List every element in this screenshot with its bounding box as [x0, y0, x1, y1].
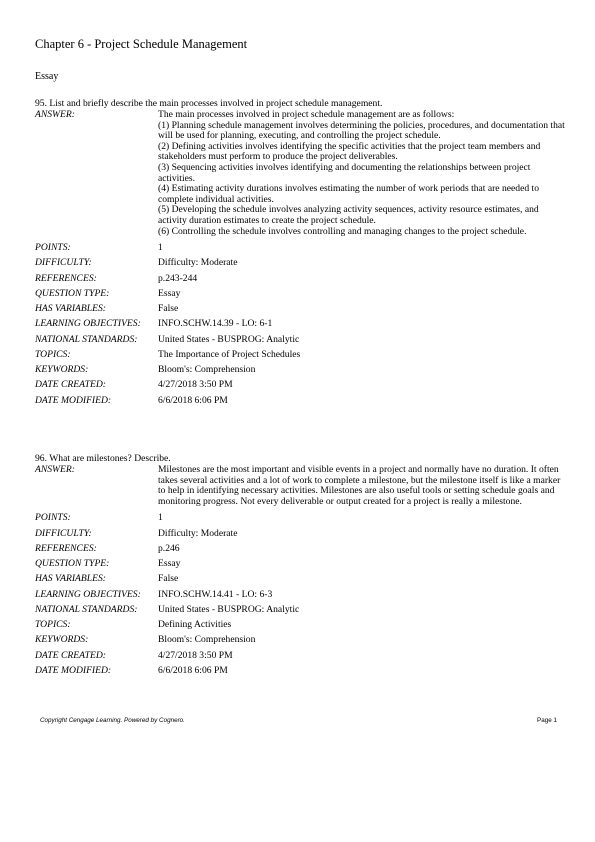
meta-row-learning-objectives — [35, 316, 565, 331]
meta-value: Bloom's: Comprehension — [158, 364, 256, 376]
meta-row-date-created — [35, 648, 565, 663]
meta-value: Difficulty: Moderate — [158, 527, 238, 539]
answer-paragraph: (2) Defining activities involves identifying the specific activities that the project team members and stakeholders must perform to produce the project deliverables. — [158, 140, 541, 163]
question-prompt: What are milestones? Describe. — [49, 453, 171, 464]
meta-value: INFO.SCHW.14.39 - LO: 6-1 — [158, 318, 273, 330]
meta-row-date-created — [35, 377, 565, 392]
meta-row-learning-objectives — [35, 587, 565, 602]
meta-row-points — [35, 240, 565, 255]
meta-value: 6/6/2018 6:06 PM — [158, 664, 228, 676]
meta-value: 6/6/2018 6:06 PM — [158, 394, 228, 406]
meta-label: REFERENCES: — [35, 272, 97, 284]
meta-value: 1 — [158, 512, 163, 524]
meta-row-points — [35, 510, 565, 525]
question-number: 95 . — [35, 98, 49, 109]
meta-row-difficulty — [35, 255, 565, 270]
meta-row-keywords — [35, 632, 565, 647]
meta-value: Difficulty: Moderate — [158, 257, 238, 269]
answer-paragraph: Milestones are the most important and visible events in a project and normally have no duration. It often takes several activities and a lot of work to complete a milestone, but the milestone itself is like a marker to help in identifying necessary activities. Milestones are also useful tools or setting schedule goals and monitoring progress. Not every deliverable or output created for a project is really a milestone. — [158, 464, 561, 507]
meta-label: KEYWORDS: — [35, 634, 89, 646]
meta-value: United States - BUSPROG: Analytic — [158, 333, 300, 345]
meta-label: DIFFICULTY: — [35, 257, 92, 269]
question-block — [35, 453, 565, 678]
meta-value: Essay — [158, 558, 181, 570]
answer-paragraph: (3) Sequencing activities involves identifying and documenting the relationships between project activities. — [158, 161, 531, 184]
footer-copyright: Copyright Cengage Learning. Powered by Cognero. — [40, 717, 185, 724]
meta-label: HAS VARIABLES: — [35, 573, 106, 585]
meta-row-question-type — [35, 286, 565, 301]
answer-row — [35, 465, 565, 507]
meta-row-has-variables — [35, 301, 565, 316]
footer-page-number: Page 1 — [537, 717, 557, 724]
meta-value: 4/27/2018 3:50 PM — [158, 649, 233, 661]
question-metadata — [35, 510, 565, 678]
meta-row-date-modified — [35, 663, 565, 678]
question-number: 96 . — [35, 453, 49, 464]
meta-value: Bloom's: Comprehension — [158, 634, 256, 646]
meta-label: LEARNING OBJECTIVES: — [35, 318, 141, 330]
meta-label: QUESTION TYPE: — [35, 287, 110, 299]
meta-value: p.246 — [158, 542, 180, 554]
meta-label: DIFFICULTY: — [35, 527, 92, 539]
meta-label: NATIONAL STANDARDS: — [35, 333, 138, 345]
meta-value: False — [158, 573, 179, 585]
meta-row-references — [35, 271, 565, 286]
meta-value: False — [158, 303, 179, 315]
answer-paragraph: (6) Controlling the schedule involves controlling and managing changes to the project schedule. — [158, 225, 527, 237]
meta-label: POINTS: — [35, 242, 71, 254]
answer-label: ANSWER: — [35, 109, 75, 120]
question-block — [35, 98, 565, 408]
meta-label: TOPICS: — [35, 619, 71, 631]
answer-row — [35, 110, 565, 237]
meta-label: QUESTION TYPE: — [35, 558, 110, 570]
meta-label: HAS VARIABLES: — [35, 303, 106, 315]
meta-value: Essay — [158, 287, 181, 299]
meta-row-references — [35, 541, 565, 556]
meta-label: DATE MODIFIED: — [35, 394, 112, 406]
chapter-title: Chapter 6 - Project Schedule Management — [35, 37, 248, 51]
answer-label: ANSWER: — [35, 464, 75, 475]
meta-label: LEARNING OBJECTIVES: — [35, 588, 141, 600]
meta-row-topics — [35, 347, 565, 362]
meta-value: p.243-244 — [158, 272, 198, 284]
meta-value: Defining Activities — [158, 619, 232, 631]
meta-label: DATE CREATED: — [35, 379, 106, 391]
answer-body — [158, 110, 565, 237]
meta-row-difficulty — [35, 526, 565, 541]
meta-value: 4/27/2018 3:50 PM — [158, 379, 233, 391]
meta-row-topics — [35, 617, 565, 632]
meta-label: NATIONAL STANDARDS: — [35, 603, 138, 615]
answer-paragraph: The main processes involved in project schedule management are as follows: — [158, 109, 455, 120]
meta-label: DATE MODIFIED: — [35, 664, 112, 676]
question-metadata — [35, 240, 565, 408]
meta-value: The Importance of Project Schedules — [158, 348, 301, 360]
meta-value: 1 — [158, 242, 163, 254]
meta-label: REFERENCES: — [35, 542, 97, 554]
meta-value: United States - BUSPROG: Analytic — [158, 603, 300, 615]
meta-label: KEYWORDS: — [35, 364, 89, 376]
answer-paragraph: (5) Developing the schedule involves analyzing activity sequences, activity resource estimates, and activity duration estimates to create the project schedule. — [158, 204, 539, 226]
meta-label: POINTS: — [35, 512, 71, 524]
answer-body — [158, 465, 565, 507]
meta-label: DATE CREATED: — [35, 649, 106, 661]
section-label: Essay — [35, 71, 59, 82]
meta-row-national-standards — [35, 332, 565, 347]
meta-row-has-variables — [35, 571, 565, 586]
answer-paragraph: (1) Planning schedule management involves determining the policies, procedures, and documentation that will be used for planning, executing, and controlling the project schedule. — [158, 119, 565, 142]
answer-paragraph: (4) Estimating activity durations involves estimating the number of work periods that are needed to complete individual activities. — [158, 183, 539, 205]
meta-label: TOPICS: — [35, 348, 71, 360]
question-prompt: List and briefly describe the main processes involved in project schedule management. — [49, 98, 383, 109]
meta-row-national-standards — [35, 602, 565, 617]
meta-row-date-modified — [35, 393, 565, 408]
meta-row-question-type — [35, 556, 565, 571]
meta-row-keywords — [35, 362, 565, 377]
meta-value: INFO.SCHW.14.41 - LO: 6-3 — [158, 588, 273, 600]
